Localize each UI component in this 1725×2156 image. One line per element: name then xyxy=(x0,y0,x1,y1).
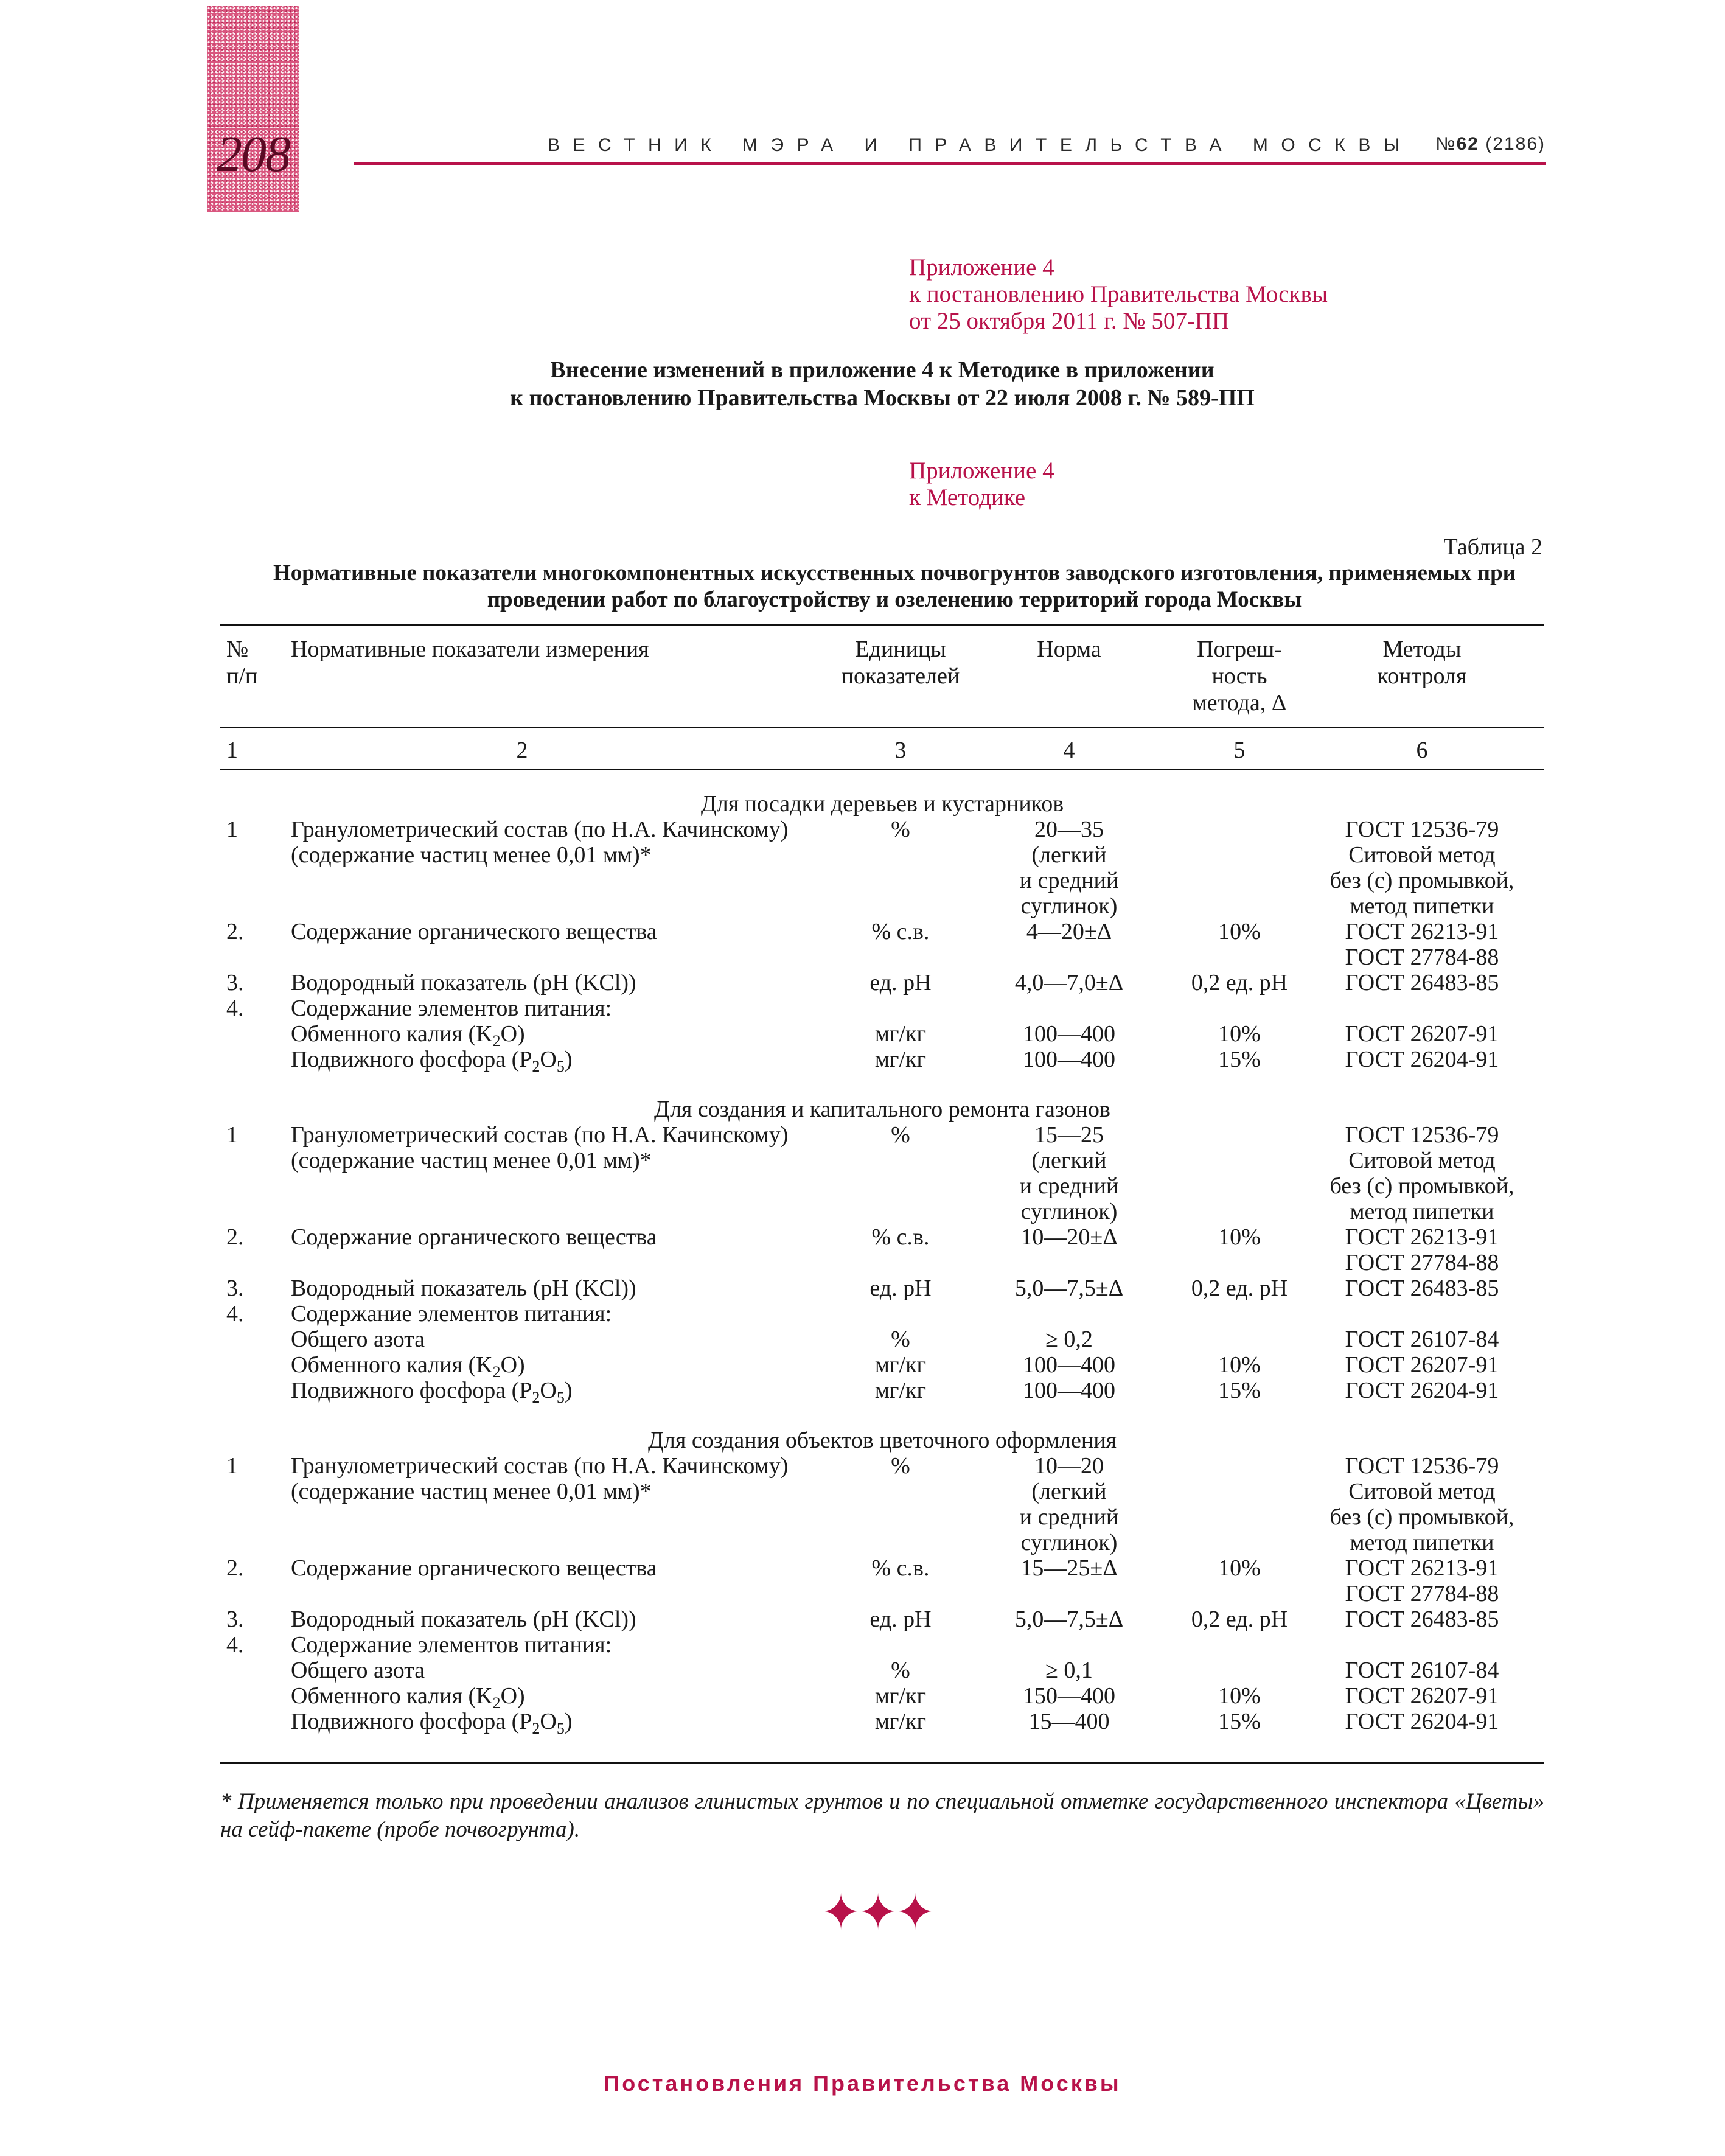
indicator-name: Общего азота xyxy=(291,1658,425,1683)
header-text: показателей xyxy=(841,663,960,689)
header-text: метода, Δ xyxy=(1192,690,1287,716)
title-line: Внесение изменений в приложение 4 к Методике в приложении xyxy=(550,357,1214,383)
control-method: ГОСТ 26204-91 xyxy=(1345,1378,1499,1403)
norm: и средний xyxy=(1019,1173,1119,1199)
indicator-name: (содержание частиц менее 0,01 мм)* xyxy=(291,1148,652,1173)
row-number: 1 xyxy=(226,1453,238,1479)
control-method: метод пипетки xyxy=(1350,1199,1494,1224)
text: Подвижного фосфора (P xyxy=(291,1709,532,1734)
control-method: ГОСТ 26207-91 xyxy=(1345,1352,1499,1378)
table-title xyxy=(256,560,1533,613)
text: O xyxy=(540,1709,557,1734)
unit: % с.в. xyxy=(871,1555,930,1581)
indicator-name: Водородный показатель (pH (KCl)) xyxy=(291,970,636,996)
indicator-name xyxy=(291,1709,573,1737)
table-title-line: проведении работ по благоустройству и озеленению территорий города Москвы xyxy=(487,587,1302,612)
method-error: 15% xyxy=(1218,1047,1261,1072)
control-method: ГОСТ 26483-85 xyxy=(1345,1275,1499,1301)
page-number: 208 xyxy=(217,126,290,183)
section-title: Для создания и капитального ремонта газонов xyxy=(654,1097,1110,1122)
subscript: 2 xyxy=(532,1058,540,1075)
appendix-line: Приложение 4 xyxy=(909,254,1054,281)
indicator-name xyxy=(291,1352,525,1381)
subscript: 2 xyxy=(492,1363,501,1381)
control-method: ГОСТ 26483-85 xyxy=(1345,1607,1499,1632)
norm: суглинок) xyxy=(1020,1199,1118,1224)
norm: и средний xyxy=(1019,1504,1119,1530)
text: ) xyxy=(564,1709,573,1734)
method-error: 10% xyxy=(1218,1224,1261,1250)
method-error: 10% xyxy=(1218,1352,1261,1378)
method-error: 10% xyxy=(1218,1683,1261,1709)
norm: 100—400 xyxy=(1023,1021,1115,1047)
ornament-icon: ✦✦✦ xyxy=(820,1886,932,1940)
norm: 20—35 xyxy=(1034,817,1104,842)
subscript: 2 xyxy=(492,1694,501,1712)
header-text: Методы xyxy=(1382,637,1462,662)
subscript: 5 xyxy=(556,1389,565,1406)
unit: % с.в. xyxy=(871,919,930,944)
document-title xyxy=(304,356,1460,412)
text: Подвижного фосфора (P xyxy=(291,1047,532,1072)
appendix-method xyxy=(909,458,1054,511)
subscript: 2 xyxy=(532,1720,540,1737)
norm: 4,0—7,0±Δ xyxy=(1014,970,1124,996)
unit: % с.в. xyxy=(871,1224,930,1250)
method-error: 10% xyxy=(1218,1021,1261,1047)
header-text: Погреш- xyxy=(1197,637,1282,662)
method-error: 0,2 ед. pH xyxy=(1191,970,1288,996)
issue-number-value: 62 xyxy=(1456,134,1479,154)
norm: 15—25 xyxy=(1034,1122,1104,1148)
row-number: 4. xyxy=(226,1301,244,1327)
indicator-name: Содержание органического вещества xyxy=(291,1224,657,1250)
method-error: 15% xyxy=(1218,1378,1261,1403)
control-method: ГОСТ 27784-88 xyxy=(1345,1581,1499,1607)
header-col6 xyxy=(1322,636,1522,689)
norm: и средний xyxy=(1019,868,1119,893)
unit: мг/кг xyxy=(874,1047,927,1072)
text: O) xyxy=(500,1021,525,1047)
norm: (легкий xyxy=(1031,1148,1107,1173)
method-error: 0,2 ед. pH xyxy=(1191,1275,1288,1301)
control-method: ГОСТ 26107-84 xyxy=(1345,1327,1499,1352)
text: Обменного калия (K xyxy=(291,1352,493,1378)
indicator-name: Содержание органического вещества xyxy=(291,919,657,944)
norm: 5,0—7,5±Δ xyxy=(1014,1607,1124,1632)
indicator-name: Водородный показатель (pH (KCl)) xyxy=(291,1607,636,1632)
table-title-line: Нормативные показатели многокомпонентных искусственных почвогрунтов заводского изготовления, применяемых при xyxy=(273,560,1516,585)
method-error: 10% xyxy=(1218,1555,1261,1581)
control-method: ГОСТ 12536-79 xyxy=(1345,1453,1499,1479)
norm: (легкий xyxy=(1031,842,1107,868)
control-method: ГОСТ 26207-91 xyxy=(1345,1683,1499,1709)
subscript: 2 xyxy=(492,1032,501,1050)
indicator-name: Общего азота xyxy=(291,1327,425,1352)
control-method: ГОСТ 26107-84 xyxy=(1345,1658,1499,1683)
header-text: № xyxy=(226,637,249,662)
norm: ≥ 0,1 xyxy=(1045,1658,1093,1683)
norm: 100—400 xyxy=(1023,1378,1115,1403)
text: O xyxy=(540,1047,557,1072)
text: O xyxy=(540,1378,557,1403)
control-method: ГОСТ 26204-91 xyxy=(1345,1047,1499,1072)
table-bottom-rule xyxy=(220,1762,1544,1764)
header-col5 xyxy=(1163,636,1316,716)
unit: мг/кг xyxy=(874,1378,927,1403)
indicator-name: Гранулометрический состав (по Н.А. Качинскому) xyxy=(291,1453,789,1479)
indicator-name: Водородный показатель (pH (KCl)) xyxy=(291,1275,636,1301)
appendix-line: к Методике xyxy=(909,484,1026,511)
issue-number xyxy=(1435,134,1546,155)
control-method: без (с) промывкой, xyxy=(1329,1504,1514,1530)
norm: 10—20±Δ xyxy=(1020,1224,1118,1250)
control-method: ГОСТ 26213-91 xyxy=(1345,1555,1499,1581)
text: O) xyxy=(500,1352,525,1378)
row-number: 3. xyxy=(226,1607,244,1632)
unit: % xyxy=(891,1327,910,1352)
row-number: 1 xyxy=(226,1122,238,1148)
norm: суглинок) xyxy=(1020,1530,1118,1555)
appendix-line: к постановлению Правительства Москвы xyxy=(909,281,1328,307)
norm: 4—20±Δ xyxy=(1026,919,1112,944)
control-method: без (с) промывкой, xyxy=(1329,1173,1514,1199)
control-method: ГОСТ 26204-91 xyxy=(1345,1709,1499,1734)
indicator-name xyxy=(291,1378,573,1406)
control-method: Ситовой метод xyxy=(1348,1479,1496,1504)
row-number: 2. xyxy=(226,1555,244,1581)
column-number: 3 xyxy=(894,738,907,763)
indicator-name: (содержание частиц менее 0,01 мм)* xyxy=(291,842,652,868)
norm: (легкий xyxy=(1031,1479,1107,1504)
publication-title: ВЕСТНИК МЭРА И ПРАВИТЕЛЬСТВА МОСКВЫ xyxy=(548,135,1413,155)
header-col3 xyxy=(829,636,972,689)
norm: 5,0—7,5±Δ xyxy=(1014,1275,1124,1301)
row-number: 4. xyxy=(226,1632,244,1658)
unit: мг/кг xyxy=(874,1683,927,1709)
indicator-name: Содержание элементов питания: xyxy=(291,1301,612,1327)
indicator-name: Содержание элементов питания: xyxy=(291,1632,612,1658)
appendix-line: Приложение 4 xyxy=(909,458,1054,484)
header-text: ность xyxy=(1211,663,1267,689)
unit: ед. pH xyxy=(869,970,932,996)
row-number: 2. xyxy=(226,919,244,944)
indicator-name: (содержание частиц менее 0,01 мм)* xyxy=(291,1479,652,1504)
norm: 15—400 xyxy=(1028,1709,1110,1734)
norm: 150—400 xyxy=(1023,1683,1115,1709)
header-rule xyxy=(354,162,1546,165)
issue-total: (2186) xyxy=(1485,134,1546,154)
header-text: Единицы xyxy=(855,637,946,662)
text: O) xyxy=(500,1683,525,1709)
table-colnum-rule xyxy=(220,769,1544,770)
norm: суглинок) xyxy=(1020,893,1118,919)
control-method: Ситовой метод xyxy=(1348,842,1496,868)
indicator-name: Гранулометрический состав (по Н.А. Качинскому) xyxy=(291,1122,789,1148)
control-method: ГОСТ 26483-85 xyxy=(1345,970,1499,996)
footnote: * Применяется только при проведении анализов глинистых грунтов и по специальной отметке государственного инспектора «Цветы» на сейф-пакете (пробе почвогрунта). xyxy=(220,1789,1544,1842)
column-number: 1 xyxy=(226,738,238,763)
indicator-name xyxy=(291,1683,525,1712)
unit: ед. pH xyxy=(869,1275,932,1301)
header-text: п/п xyxy=(226,663,258,689)
subscript: 5 xyxy=(556,1058,565,1075)
unit: ед. pH xyxy=(869,1607,932,1632)
indicator-name: Гранулометрический состав (по Н.А. Качинскому) xyxy=(291,817,789,842)
control-method: метод пипетки xyxy=(1350,1530,1494,1555)
row-number: 3. xyxy=(226,1275,244,1301)
table-top-rule xyxy=(220,624,1544,626)
unit: мг/кг xyxy=(874,1352,927,1378)
appendix-resolution xyxy=(909,254,1328,335)
row-number: 3. xyxy=(226,970,244,996)
unit: мг/кг xyxy=(874,1709,927,1734)
control-method: без (с) промывкой, xyxy=(1329,868,1514,893)
unit: % xyxy=(891,1658,910,1683)
method-error: 15% xyxy=(1218,1709,1261,1734)
control-method: ГОСТ 12536-79 xyxy=(1345,817,1499,842)
norm: 100—400 xyxy=(1023,1047,1115,1072)
page-footer: Постановления Правительства Москвы xyxy=(604,2071,1121,2096)
header-text: контроля xyxy=(1377,663,1467,689)
unit: мг/кг xyxy=(874,1021,927,1047)
unit: % xyxy=(891,1453,910,1479)
section-title: Для посадки деревьев и кустарников xyxy=(700,791,1064,817)
row-number: 2. xyxy=(226,1224,244,1250)
norm: 100—400 xyxy=(1023,1352,1115,1378)
appendix-line: от 25 октября 2011 г. № 507-ПП xyxy=(909,308,1230,334)
unit: % xyxy=(891,817,910,842)
control-method: ГОСТ 27784-88 xyxy=(1345,944,1499,970)
norm: 15—25±Δ xyxy=(1020,1555,1118,1581)
control-method: ГОСТ 26213-91 xyxy=(1345,919,1499,944)
title-line: к постановлению Правительства Москвы от 22 июля 2008 г. № 589-ПП xyxy=(510,385,1255,411)
header-col2: Нормативные показатели измерения xyxy=(291,637,649,662)
text: ) xyxy=(564,1047,573,1072)
row-number: 4. xyxy=(226,996,244,1021)
indicator-name: Содержание органического вещества xyxy=(291,1555,657,1581)
column-number: 4 xyxy=(1063,738,1075,763)
indicator-name: Содержание элементов питания: xyxy=(291,996,612,1021)
table-label: Таблица 2 xyxy=(1443,534,1542,560)
section-title: Для создания объектов цветочного оформления xyxy=(647,1428,1117,1453)
norm: ≥ 0,2 xyxy=(1045,1327,1093,1352)
unit: % xyxy=(891,1122,910,1148)
row-number: 1 xyxy=(226,817,238,842)
indicator-name xyxy=(291,1047,573,1075)
text: Подвижного фосфора (P xyxy=(291,1378,532,1403)
header-col1 xyxy=(226,636,257,689)
control-method: ГОСТ 27784-88 xyxy=(1345,1250,1499,1275)
column-number: 2 xyxy=(516,738,528,763)
indicator-name xyxy=(291,1021,525,1050)
control-method: ГОСТ 26213-91 xyxy=(1345,1224,1499,1250)
subscript: 5 xyxy=(556,1720,565,1737)
control-method: ГОСТ 12536-79 xyxy=(1345,1122,1499,1148)
text: ) xyxy=(564,1378,573,1403)
control-method: метод пипетки xyxy=(1350,893,1494,919)
text: Обменного калия (K xyxy=(291,1683,493,1709)
column-number: 5 xyxy=(1233,738,1246,763)
method-error: 10% xyxy=(1218,919,1261,944)
norm: 10—20 xyxy=(1034,1453,1104,1479)
header-col4: Норма xyxy=(1037,637,1101,662)
column-number: 6 xyxy=(1416,738,1428,763)
control-method: ГОСТ 26207-91 xyxy=(1345,1021,1499,1047)
text: Обменного калия (K xyxy=(291,1021,493,1047)
subscript: 2 xyxy=(532,1389,540,1406)
method-error: 0,2 ед. pH xyxy=(1191,1607,1288,1632)
issue-label: № xyxy=(1435,134,1457,154)
control-method: Ситовой метод xyxy=(1348,1148,1496,1173)
table-header-rule xyxy=(220,727,1544,728)
